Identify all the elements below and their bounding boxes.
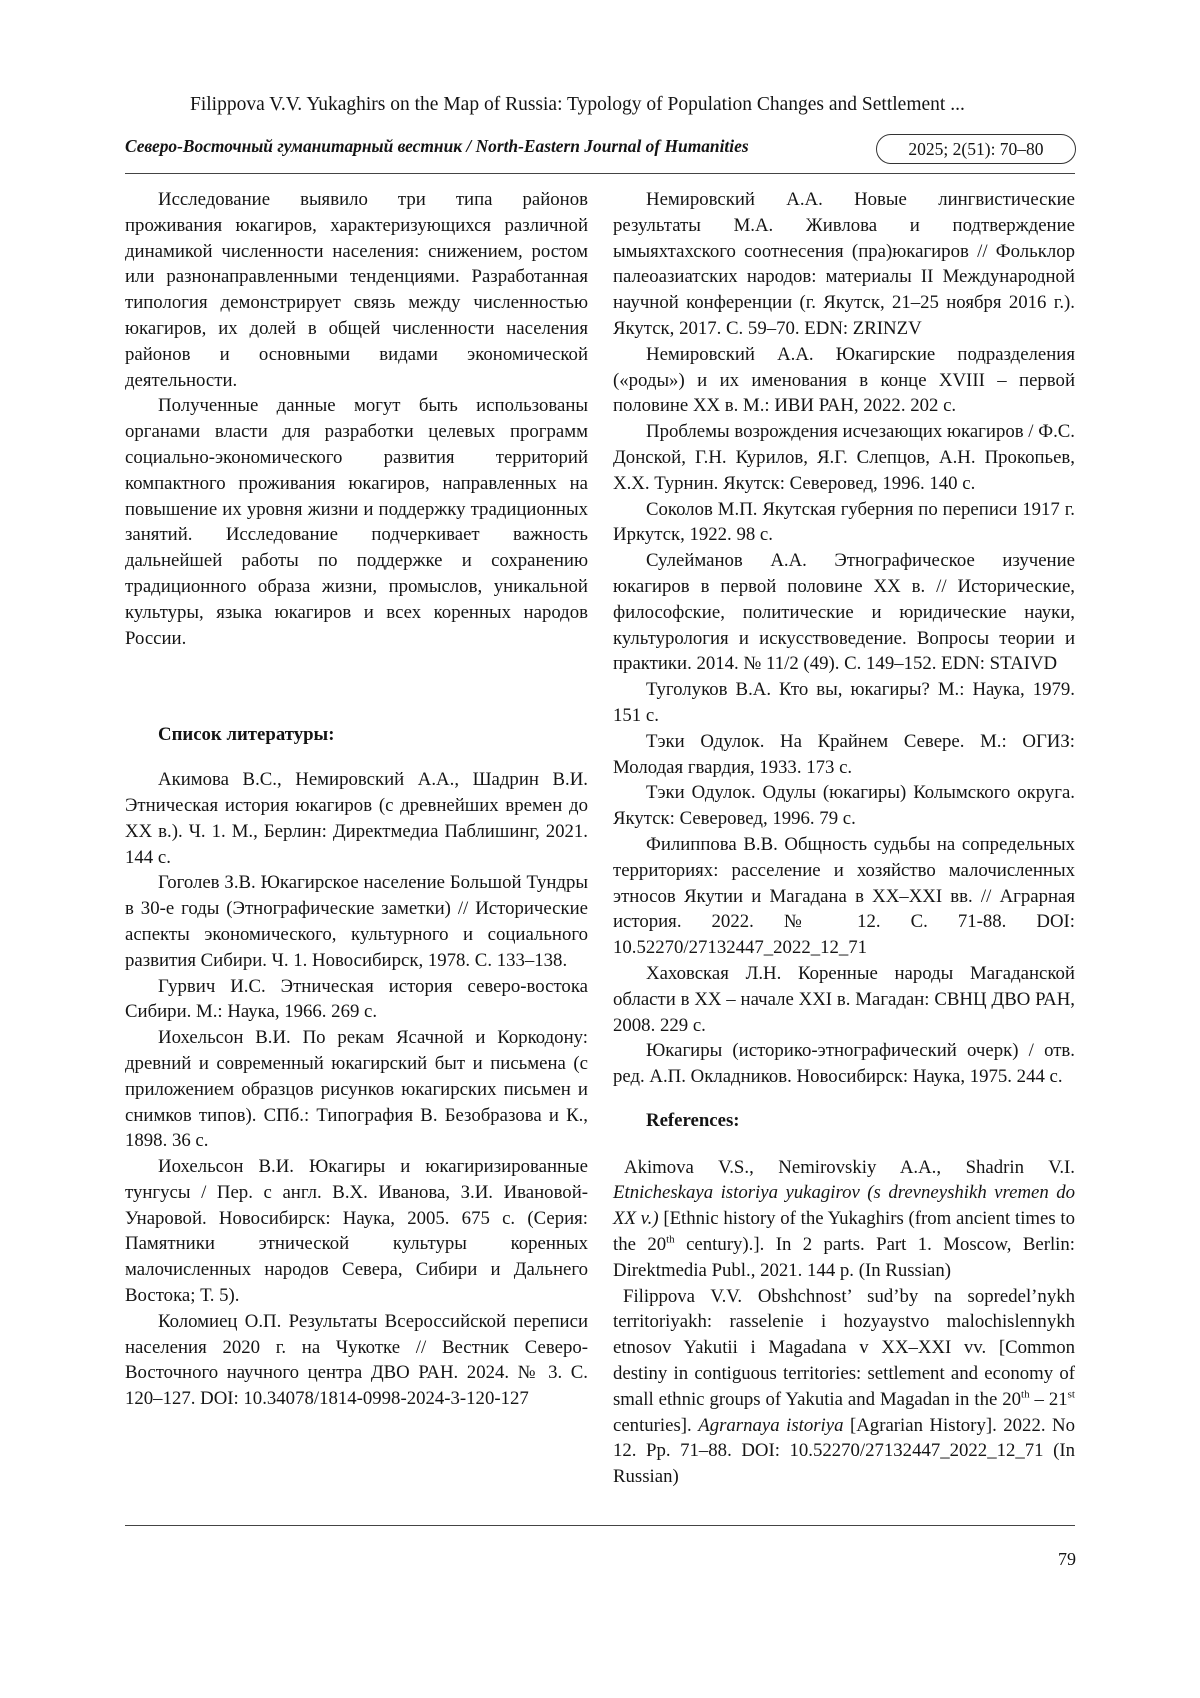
left-column [125,187,588,1412]
reference-item: Акимова В.С., Немировский А.А., Шадрин В.И. Этническая история юкагиров (с древнейших времен до XX в.). Ч. 1. М., Берлин: Директмедиа Паблишинг, 2021. 144 с. [125,769,588,868]
superscript: th [1021,1388,1030,1401]
reference-item: Гоголев З.В. Юкагирское население Большой Тундры в 30-е годы (Этнографические заметки) // Исторические аспекты экономического, культурного и социального развития Сибири. Ч. 1. Новосибирск, 1978. С. 133–138. [125,872,588,971]
superscript: th [666,1233,675,1246]
reference-item: Тэки Одулок. Одулы (юкагиры) Колымского округа. Якутск: Северовед, 1996. 79 с. [613,782,1075,830]
reference-item: Иохельсон В.И. Юкагиры и юкагиризированные тунгусы / Пер. с англ. В.Х. Иванова, З.И. Ивановой-Унаровой. Новосибирск: Наука, 2005. 675 с. (Серия: Памятники этнической культуры коренных малочисленных народов Севера, Сибири и Дальнего Востока; Т. 5). [125,1156,588,1307]
literature-heading: Список литературы: [158,724,335,746]
issue-badge: 2025; 2(51): 70–80 [876,134,1076,164]
reference-item: Тэки Одулок. На Крайнем Севере. М.: ОГИЗ: Молодая гвардия, 1933. 173 с. [613,730,1075,778]
reference-item: Туголуков В.А. Кто вы, юкагиры? М.: Наука, 1979. 151 с. [613,679,1075,726]
ref-text: centuries]. [613,1414,699,1436]
ref-title-italic: Etnicheskaya istoriya yukagirov (s drevneyshikh vremen do XX v.) [613,1182,1075,1230]
reference-item: Сулейманов А.А. Этнографическое изучение юкагиров в первой половине XX в. // Исторические, философские, политические и юридические науки, культурология и искусствоведение. Вопросы теории и практики. 2014. № 11/2 (49). С. 149–152. EDN: STAIVD [613,550,1075,675]
reference-item: Иохельсон В.И. По рекам Ясачной и Коркодону: древний и современный юкагирский быт и письмена (с приложением образцов рисунков юкагирских письмен и снимков типов). СПб.: Типография В. Безобразова и К., 1898. 36 с. [125,1027,588,1152]
footer-divider [125,1525,1075,1526]
ref-authors: Akimova V.S., Nemirovskiy A.A., Shadrin V.I. [624,1156,1075,1178]
header-divider [125,173,1075,174]
ref-text: [Agrarian History]. 2022. No 12. Pp. 71–88. DOI: 10.52270/27132447_2022_12_71 (In Russian) [613,1414,1075,1488]
conclusion-paragraph: Исследование выявило три типа районов проживания юкагиров, характеризующихся различной динамикой численности населения: снижением, ростом или разнонаправленными тенденциями. Разработанная типология демонстрирует связь между численностью юкагиров, их долей в общей численности населения районов и основными видами экономической деятельности. [125,189,588,391]
running-title: Filippova V.V. Yukaghirs on the Map of Russia: Typology of Population Changes and Settlement ... [190,94,965,115]
reference-item-en [613,1155,1075,1284]
references-heading: References: [646,1109,740,1131]
reference-item: Проблемы возрождения исчезающих юкагиров / Ф.С. Донской, Г.Н. Курилов, Я.Г. Слепцов, А.Н. Прокопьев, Х.Х. Турнин. Якутск: Северовед, 1996. 140 с. [613,421,1075,494]
reference-item: Немировский А.А. Новые лингвистические результаты М.А. Живлова и подтверждение ымыяхтахского соотнесения (пра)юкагиров // Фольклор палеоазиатских народов: материалы II Международной научной конференции (г. Якутск, 21–25 ноября 2016 г.). Якутск, 2017. С. 59–70. EDN: ZRINZV [613,189,1075,339]
page-number: 79 [1058,1549,1076,1569]
reference-item: Филиппова В.В. Общность судьбы на сопредельных территориях: расселение и хозяйство малочисленных этносов Якутии и Магадана в XX–XXI вв. // Аграрная история. 2022. № 12. С. 71-88. DOI: 10.52270/27132447_2022_12_71 [613,833,1075,959]
reference-item: Хаховская Л.Н. Коренные народы Магаданской области в XX – начале XXI в. Магадан: СВНЦ ДВО РАН, 2008. 229 с. [613,962,1075,1036]
journal-title: Северо-Восточный гуманитарный вестник / North-Eastern Journal of Humanities [125,136,749,156]
reference-item: Соколов М.П. Якутская губерния по переписи 1917 г. Иркутск, 1922. 98 с. [613,498,1075,546]
reference-item: Юкагиры (историко-этнографический очерк) / отв. ред. А.П. Окладников. Новосибирск: Наука, 1975. 244 с. [613,1040,1075,1088]
reference-item: Немировский А.А. Юкагирские подразделения («роды») и их именования в конце XVIII – первой половине XX в. М.: ИВИ РАН, 2022. 202 с. [613,343,1075,417]
ref-text: Filippova V.V. Obshchnost’ sud’by na sopredel’nykh territoriyakh: rasselenie i hozyaystvo malochislennykh etnosov Yakutii i Magadana v XX–XXI vv. [Common destiny in contiguous territories: settlement and economy of small ethnic groups of Yakutia and Magadan in the 20 [613,1285,1075,1410]
ref-translation: century).]. In 2 parts. Part 1. Moscow, Berlin: Direktmedia Publ., 2021. 144 p. (In Russian) [613,1234,1075,1281]
superscript: st [1067,1388,1075,1401]
ref-journal-italic: Agrarnaya istoriya [698,1414,844,1436]
right-column [613,187,1075,1490]
ref-translation: [Ethnic history of the Yukaghirs (from ancient times to the 20 [613,1208,1076,1256]
reference-item-en [613,1284,1075,1490]
conclusion-paragraph: Полученные данные могут быть использованы органами власти для разработки целевых программ социально-экономического развития территорий компактного проживания юкагиров, направленных на повышение их уровня жизни и поддержку традиционных занятий. Исследование подчеркивает важность дальнейшей работы по поддержке и сохранению традиционного образа жизни, промыслов, уникальной культуры, языка юкагиров и всех коренных народов России. [125,395,588,649]
ref-text: – 21 [1029,1388,1068,1410]
reference-item: Коломиец О.П. Результаты Всероссийской переписи населения 2020 г. на Чукотке // Вестник Северо-Восточного научного центра ДВО РАН. 2024. № 3. С. 120–127. DOI: 10.34078/1814-0998-2024-3-120-127 [125,1310,588,1410]
reference-item: Гурвич И.С. Этническая история северо-востока Сибири. М.: Наука, 1966. 269 с. [125,975,588,1023]
